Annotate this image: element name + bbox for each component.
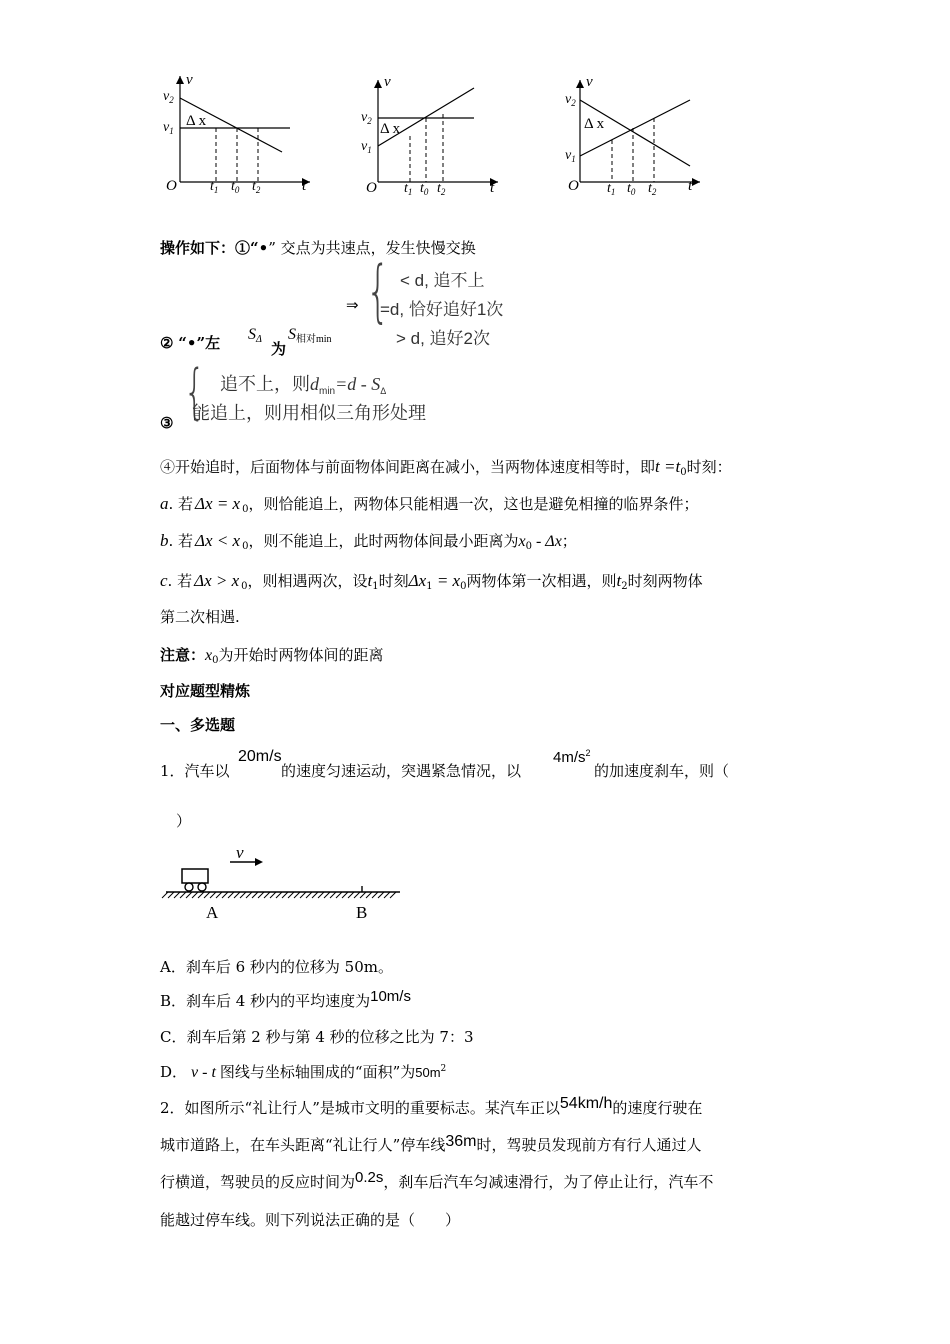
item3-line-1: 追不上，则$d_{min}=d - S_\Delta$: [220, 374, 387, 397]
vt-graph-1: [160, 70, 320, 198]
svg-text:Δ x: Δ x: [380, 121, 401, 137]
svg-text:t0: $t_0$: [231, 179, 240, 195]
case-list: [380, 266, 503, 353]
point-b-label: B: [356, 903, 368, 922]
option-b: B．刹车后 4 秒内的平均速度为10m/s: [160, 988, 411, 1010]
option-a: A．刹车后 6 秒内的位移为 50m。: [160, 958, 393, 976]
svg-text:t1: $t_1$: [404, 181, 413, 197]
subsection-title: 一、多选题: [160, 716, 236, 734]
svg-text:v1: $v_1$: [565, 148, 576, 164]
case-c-line: c. 若 Δx > x $_0$，则相遇两次，设$t_1$时刻$\Delta x_1 = x_0$两物体第一次相遇，则$t_2$时刻两物体: [160, 571, 703, 592]
svg-text:t2: $t_2$: [252, 179, 261, 195]
dot-icon: •: [258, 239, 269, 257]
case-gt: > d, 追好2次: [396, 329, 491, 348]
svg-text:t: t: [490, 180, 495, 196]
q2-line-2: 城市道路上，在车头距离“礼让行人”停车线36m时，驾驶员发现前方有行人通过人: [160, 1133, 702, 1154]
svg-text:v2: $v_2$: [163, 89, 174, 105]
vt-graph-3: [560, 74, 710, 198]
case-a-line: a. 若 Δx = x $_0$，则恰能追上，两物体只能相遇一次，这也是避免相撞的临界条件；: [160, 494, 699, 515]
svg-text:Δ x: Δ x: [584, 116, 605, 132]
dot-icon: •: [186, 334, 197, 352]
ops-label: 操作如下：: [160, 239, 236, 257]
point-a-label: A: [206, 903, 219, 922]
section-title: 对应题型精炼: [160, 682, 251, 700]
option-d: D． v - t 图线与坐标轴围成的“面积”为$50m^2$: [160, 1063, 447, 1081]
velocity-label: v: [236, 843, 244, 862]
q1-line: 1．汽车以: [160, 762, 230, 780]
svg-text:t0: $t_0$: [420, 181, 429, 197]
svg-text:t: t: [302, 178, 307, 194]
q2-line-4: 能越过停车线。则下列说法正确的是（ ）: [160, 1211, 461, 1229]
svg-text:t1: $t_1$: [210, 179, 219, 195]
ops-line-1: 操作如下：①“•” 交点为共速点，发生快慢交换: [160, 239, 476, 257]
svg-text:t2: $t_2$: [437, 181, 446, 197]
svg-text:t0: $t_0$: [627, 181, 636, 197]
note-line: 注意：$x_0$为开始时两物体间的距离: [160, 646, 384, 666]
brace-icon: {: [184, 357, 206, 427]
q1-car-figure: [160, 840, 410, 930]
case-eq: =d, 恰好追好1次: [380, 300, 504, 319]
svg-text:v2: $v_2$: [361, 110, 372, 126]
item4-line: ④开始追时，后面物体与前面物体间距离在减小，当两物体速度相等时，即$t =t_0$时刻：: [160, 457, 732, 478]
svg-text:t2: $t_2$: [648, 181, 657, 197]
q2-line-1: 2．如图所示“礼让行人”是城市文明的重要标志。某汽车正以54km/h的速度行驶在: [160, 1095, 703, 1117]
origin-label: O: [166, 178, 177, 194]
vt-graph-2: [358, 74, 508, 198]
svg-text:v2: $v_2$: [565, 92, 576, 108]
case-c-line-2: 第二次相遇.: [160, 608, 240, 626]
brace-icon: {: [366, 252, 390, 331]
delta-x-label: Δ x: [186, 113, 207, 129]
implies-arrow: ⇒: [346, 298, 359, 314]
svg-text:O: O: [568, 178, 579, 194]
svg-text:v1: $v_1$: [163, 120, 174, 136]
svg-text:t1: $t_1$: [607, 181, 616, 197]
svg-text:v: v: [586, 74, 593, 90]
car-icon: [182, 869, 208, 883]
svg-text:v: v: [384, 74, 391, 90]
svg-text:t: t: [688, 178, 693, 194]
case-b-line: b. 若 Δx < x $_0$，则不能追上，此时两物体间最小距离为$x_0$ - Δx；: [160, 531, 577, 552]
option-c: C．刹车后第 2 秒与第 4 秒的位移之比为 7：3: [160, 1028, 474, 1046]
line-increasing: [378, 88, 474, 146]
item3-line-2: 能追上，则用相似三角形处理: [192, 403, 426, 423]
q2-line-3: 行横道，驾驶员的反应时间为0.2s，刹车后汽车匀减速滑行，为了停止让行，汽车不: [160, 1169, 714, 1191]
case-lt: < d, 追不上: [400, 271, 485, 290]
line-decreasing: [580, 100, 690, 166]
svg-text:v1: $v_1$: [361, 139, 372, 155]
ops-line-2: ② “•”左: [160, 334, 221, 352]
axis-v-label: v: [186, 72, 193, 88]
svg-text:O: O: [366, 180, 377, 196]
